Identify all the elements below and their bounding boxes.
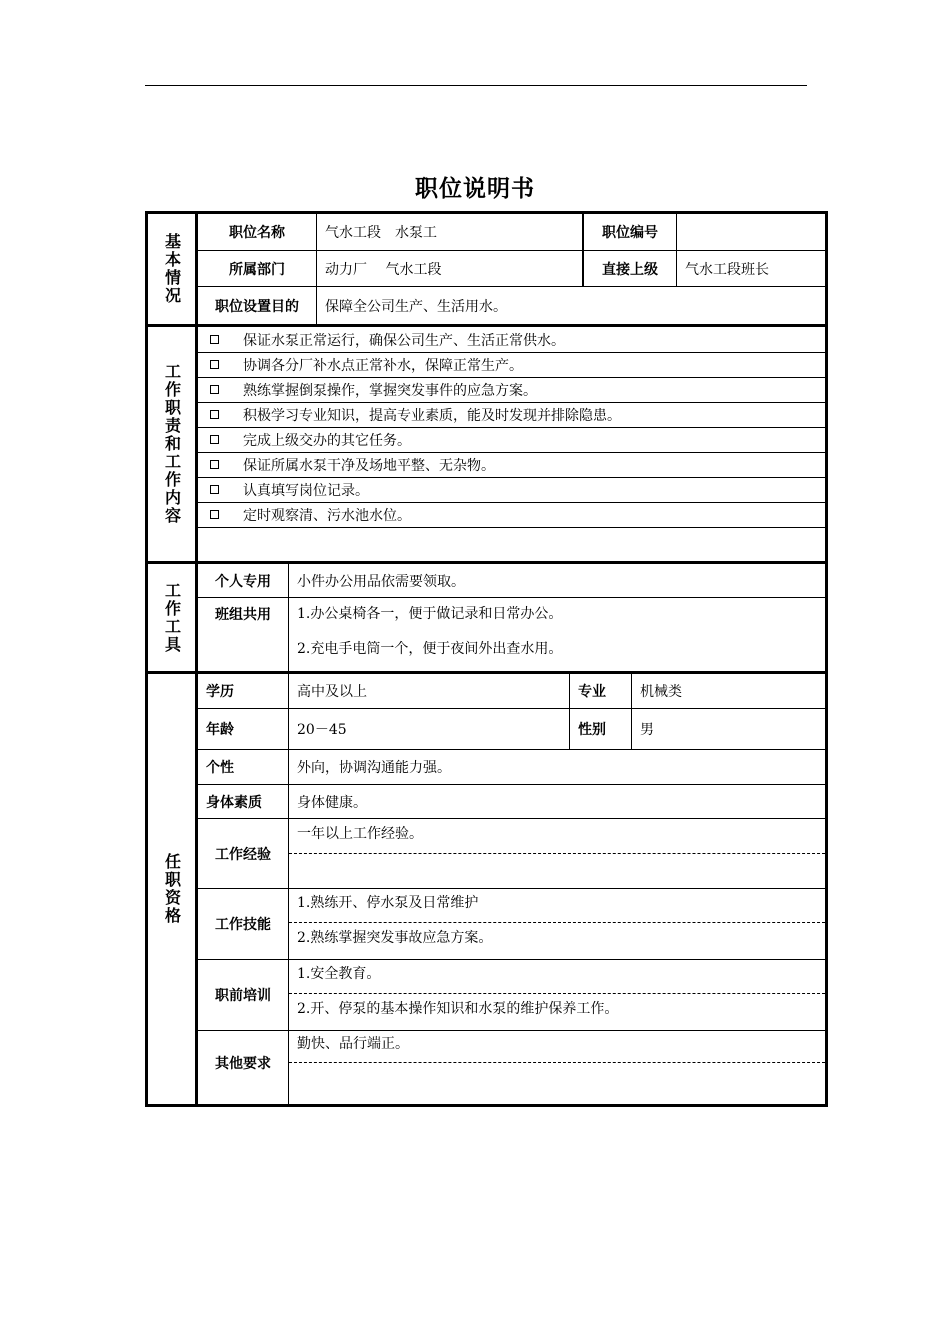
duties-label: 工作职责和工作内容: [162, 363, 182, 525]
checkbox-icon: [210, 485, 219, 494]
gender-value: 男: [631, 709, 825, 749]
position-row: [198, 214, 825, 251]
duty-item: 完成上级交办的其它任务。: [198, 427, 825, 453]
physical-row: [198, 785, 825, 819]
position-name-label: 职位名称: [229, 225, 285, 241]
job-description-table: [145, 211, 828, 1107]
tools-label: 工作工具: [162, 581, 182, 654]
checkbox-icon: [210, 335, 219, 344]
gender-label: 性别: [569, 709, 631, 749]
education-value: 高中及以上: [288, 674, 569, 708]
qualifications-label: 任职资格: [162, 853, 182, 925]
checkbox-icon: [210, 410, 219, 419]
duty-item: 认真填写岗位记录。: [198, 477, 825, 503]
checkbox-icon: [210, 510, 219, 519]
department-label: 所属部门: [229, 261, 285, 278]
superior-label: 直接上级: [582, 251, 676, 286]
age-label: 年龄: [206, 722, 234, 738]
team-tools-item: 2.充电手电筒一个，便于夜间外出查水用。: [297, 641, 563, 657]
basic-info-section: [148, 214, 825, 324]
experience-row: [198, 819, 825, 889]
duty-item: 协调各分厂补水点正常补水，保障正常生产。: [198, 352, 825, 378]
team-tools-item: 1.办公桌椅各一，便于做记录和日常办公。: [297, 606, 563, 622]
training-item: 1.安全教育。: [297, 966, 381, 982]
department-value: 动力厂 气水工段: [316, 251, 582, 286]
training-label: 职前培训: [215, 988, 271, 1004]
header-rule: [145, 85, 807, 86]
skills-row: [198, 889, 825, 960]
age-row: [198, 709, 825, 750]
other-value: 勤快、品行端正。: [297, 1036, 409, 1052]
duty-item: 定时观察清、污水池水位。: [198, 502, 825, 528]
basic-info-label: 基本情况: [162, 233, 182, 305]
tools-section: [148, 564, 825, 671]
physical-label: 身体素质: [206, 794, 262, 811]
training-row: [198, 960, 825, 1031]
page-title: 职位说明书: [415, 176, 535, 202]
experience-value: 一年以上工作经验。: [297, 826, 423, 842]
duty-item: 保证水泵正常运行，确保公司生产、生活正常供水。: [198, 327, 825, 353]
department-row: [198, 251, 825, 287]
personality-row: [198, 750, 825, 785]
personality-value: 外向，协调沟通能力强。: [288, 750, 825, 784]
checkbox-icon: [210, 385, 219, 394]
education-label: 学历: [206, 684, 234, 700]
age-value: 20－45: [288, 709, 569, 749]
duty-item: 熟练掌握倒泵操作，掌握突发事件的应急方案。: [198, 377, 825, 403]
skills-label: 工作技能: [215, 917, 271, 933]
checkbox-icon: [210, 435, 219, 444]
team-tools-label: 班组共用: [215, 607, 271, 623]
education-row: [198, 674, 825, 709]
purpose-row: [198, 287, 825, 324]
major-value: 机械类: [631, 674, 825, 708]
checkbox-icon: [210, 360, 219, 369]
skills-item: 1.熟练开、停水泵及日常维护: [297, 895, 479, 911]
duties-section: [148, 327, 825, 561]
position-name-value: 气水工段 水泵工: [316, 214, 582, 250]
experience-label: 工作经验: [215, 846, 271, 863]
purpose-label: 职位设置目的: [215, 298, 299, 315]
duties-list: [195, 327, 825, 561]
skills-item: 2.熟练掌握突发事故应急方案。: [297, 930, 493, 946]
training-item: 2.开、停泵的基本操作知识和水泵的维护保养工作。: [297, 1001, 619, 1017]
position-no-value: [676, 214, 825, 250]
checkbox-icon: [210, 460, 219, 469]
physical-value: 身体健康。: [288, 785, 825, 818]
major-label: 专业: [569, 674, 631, 708]
personal-tools-label: 个人专用: [215, 573, 271, 590]
qualifications-section: [148, 674, 825, 1104]
other-label: 其他要求: [215, 1056, 271, 1072]
team-tools-row: [198, 598, 825, 671]
duty-item: 保证所属水泵干净及场地平整、无杂物。: [198, 452, 825, 478]
other-row: [198, 1031, 825, 1104]
position-no-label: 职位编号: [582, 214, 676, 250]
duty-item: 积极学习专业知识，提高专业素质，能及时发现并排除隐患。: [198, 402, 825, 428]
superior-value: 气水工段班长: [676, 251, 825, 286]
purpose-value: 保障全公司生产、生活用水。: [316, 287, 825, 324]
personality-label: 个性: [206, 760, 234, 776]
personal-tools-value: 小件办公用品依需要领取。: [288, 564, 825, 597]
personal-tools-row: [198, 564, 825, 598]
